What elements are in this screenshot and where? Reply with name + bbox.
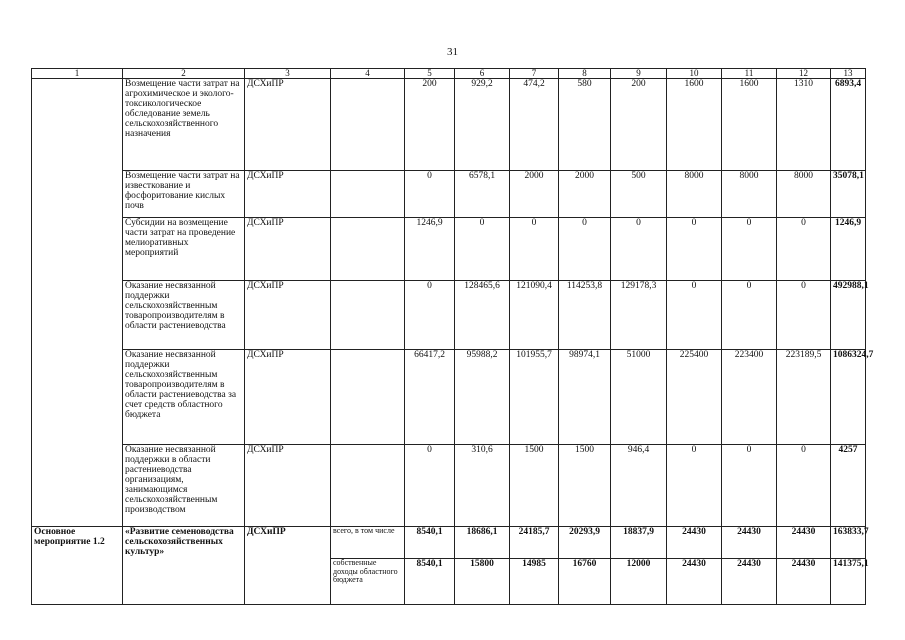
main-activity-label: Основное мероприятие 1.2 (32, 527, 123, 605)
value-cell: 2000 (510, 171, 559, 218)
executor: ДСХиПР (245, 527, 331, 605)
value-cell: 1246,9 (405, 218, 455, 281)
value-cell: 18837,9 (611, 527, 667, 559)
value-cell: 24430 (777, 527, 831, 559)
total-cell: 4257 (831, 445, 866, 527)
column-number: 11 (722, 69, 777, 79)
source-cell (331, 281, 405, 350)
budget-table (31, 68, 874, 605)
row-name: Оказание несвязанной поддержки в области растениеводства организациям, занимающимся сельскохозяйственным производством (123, 445, 245, 527)
column-number: 10 (667, 69, 722, 79)
value-cell: 24185,7 (510, 527, 559, 559)
value-cell: 24430 (722, 527, 777, 559)
value-cell: 474,2 (510, 79, 559, 171)
value-cell: 6578,1 (455, 171, 510, 218)
value-cell: 1600 (722, 79, 777, 171)
main-activity-row (32, 527, 866, 559)
value-cell: 16760 (559, 559, 611, 605)
value-cell: 223400 (722, 350, 777, 445)
source-cell (331, 79, 405, 171)
value-cell: 66417,2 (405, 350, 455, 445)
value-cell: 0 (667, 218, 722, 281)
total-cell: 1086324,7 (831, 350, 866, 445)
value-cell: 101955,7 (510, 350, 559, 445)
funding-source: собственные доходы областного бюджета (331, 559, 405, 605)
row-name: Возмещение части затрат на известкование и фосфоритование кислых почв (123, 171, 245, 218)
value-cell: 0 (667, 445, 722, 527)
column-number: 3 (245, 69, 331, 79)
total-cell: 35078,1 (831, 171, 866, 218)
value-cell: 24430 (777, 559, 831, 605)
value-cell: 0 (722, 445, 777, 527)
value-cell: 223189,5 (777, 350, 831, 445)
column-number: 9 (611, 69, 667, 79)
value-cell: 8000 (777, 171, 831, 218)
value-cell: 946,4 (611, 445, 667, 527)
source-cell (331, 445, 405, 527)
value-cell: 0 (777, 281, 831, 350)
value-cell: 1500 (559, 445, 611, 527)
executor: ДСХиПР (245, 281, 331, 350)
value-cell: 8540,1 (405, 527, 455, 559)
value-cell: 15800 (455, 559, 510, 605)
column-number: 7 (510, 69, 559, 79)
column-number: 12 (777, 69, 831, 79)
source-cell (331, 171, 405, 218)
value-cell: 8000 (667, 171, 722, 218)
value-cell: 121090,4 (510, 281, 559, 350)
value-cell: 0 (667, 281, 722, 350)
table-row (32, 281, 866, 350)
table-row (32, 350, 866, 445)
value-cell: 0 (722, 281, 777, 350)
value-cell: 0 (510, 218, 559, 281)
total-cell: 1246,9 (831, 218, 866, 281)
value-cell: 114253,8 (559, 281, 611, 350)
value-cell: 0 (405, 281, 455, 350)
value-cell: 310,6 (455, 445, 510, 527)
value-cell: 500 (611, 171, 667, 218)
source-cell (331, 350, 405, 445)
row-name: Возмещение части затрат на агрохимическое и эколого-токсикологическое обследование земель сельскохозяйственного назначения (123, 79, 245, 171)
page-number: 31 (447, 46, 458, 58)
executor: ДСХиПР (245, 171, 331, 218)
source-cell (331, 218, 405, 281)
value-cell: 128465,6 (455, 281, 510, 350)
row-name: Оказание несвязанной поддержки сельскохозяйственным товаропроизводителям в области растениеводства (123, 281, 245, 350)
column-number: 13 (831, 69, 866, 79)
column-number: 1 (32, 69, 123, 79)
value-cell: 929,2 (455, 79, 510, 171)
value-cell: 98974,1 (559, 350, 611, 445)
executor: ДСХиПР (245, 445, 331, 527)
value-cell: 14985 (510, 559, 559, 605)
value-cell: 0 (611, 218, 667, 281)
value-cell: 51000 (611, 350, 667, 445)
value-cell: 0 (559, 218, 611, 281)
total-cell: 141375,1 (831, 559, 866, 605)
value-cell: 200 (405, 79, 455, 171)
column-number: 4 (331, 69, 405, 79)
value-cell: 18686,1 (455, 527, 510, 559)
value-cell: 0 (777, 445, 831, 527)
funding-source: всего, в том числе (331, 527, 405, 559)
value-cell: 20293,9 (559, 527, 611, 559)
executor: ДСХиПР (245, 350, 331, 445)
value-cell: 1600 (667, 79, 722, 171)
table-row (32, 445, 866, 527)
value-cell: 8000 (722, 171, 777, 218)
value-cell: 24430 (667, 559, 722, 605)
value-cell: 24430 (667, 527, 722, 559)
value-cell: 580 (559, 79, 611, 171)
total-cell: 492988,1 (831, 281, 866, 350)
table-row (32, 171, 866, 218)
value-cell: 1310 (777, 79, 831, 171)
column-number: 2 (123, 69, 245, 79)
value-cell: 0 (455, 218, 510, 281)
column-number: 5 (405, 69, 455, 79)
value-cell: 2000 (559, 171, 611, 218)
value-cell: 8540,1 (405, 559, 455, 605)
value-cell: 0 (405, 171, 455, 218)
value-cell: 1500 (510, 445, 559, 527)
column-number: 8 (559, 69, 611, 79)
value-cell: 200 (611, 79, 667, 171)
activity-cell (32, 79, 123, 527)
value-cell: 0 (722, 218, 777, 281)
row-name: Субсидии на возмещение части затрат на проведение мелиоративных мероприятий (123, 218, 245, 281)
value-cell: 95988,2 (455, 350, 510, 445)
column-number-row (32, 69, 866, 79)
table-row (32, 79, 866, 171)
value-cell: 129178,3 (611, 281, 667, 350)
executor: ДСХиПР (245, 218, 331, 281)
value-cell: 24430 (722, 559, 777, 605)
total-cell: 6893,4 (831, 79, 866, 171)
row-name: Оказание несвязанной поддержки сельскохозяйственным товаропроизводителям в области растениеводства за счет средств областного бюджета (123, 350, 245, 445)
value-cell: 0 (405, 445, 455, 527)
value-cell: 225400 (667, 350, 722, 445)
total-cell: 163833,7 (831, 527, 866, 559)
executor: ДСХиПР (245, 79, 331, 171)
table-row (32, 218, 866, 281)
value-cell: 0 (777, 218, 831, 281)
main-activity-name: «Развитие семеноводства сельскохозяйственных культур» (123, 527, 245, 605)
value-cell: 12000 (611, 559, 667, 605)
column-number: 6 (455, 69, 510, 79)
